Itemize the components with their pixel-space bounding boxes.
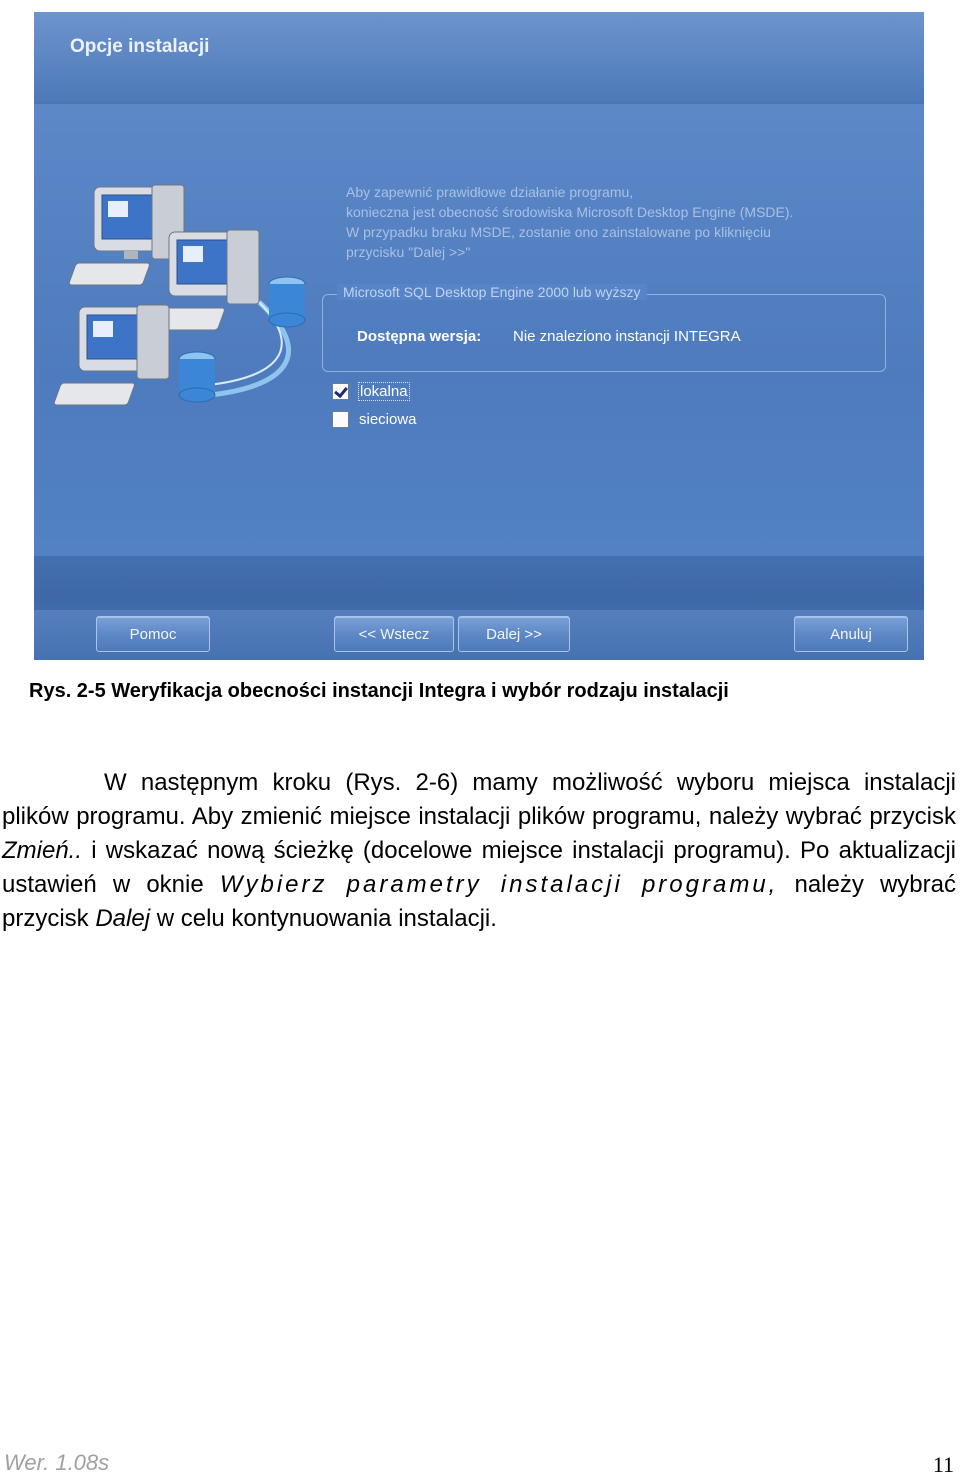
page-number: 11 [932,1452,954,1477]
cancel-button[interactable]: Anuluj [794,616,908,652]
msde-version-group [322,284,886,372]
paragraph-emphasis: Dalej [95,905,151,932]
option-local[interactable] [332,380,409,402]
info-line: Aby zapewnić prawidłowe działanie programu, [346,184,634,200]
paragraph-emphasis: Wybierz parametry instalacji programu, [219,871,779,898]
group-legend: Microsoft SQL Desktop Engine 2000 lub wyższy [337,284,647,300]
figure-caption: Rys. 2-5 Weryfikacja obecności instancji Integra i wybór rodzaju instalacji [29,680,729,702]
dialog-title: Opcje instalacji [70,36,210,57]
info-line: konieczna jest obecność środowiska Microsoft Desktop Engine (MSDE). [346,204,794,220]
info-line: W przypadku braku MSDE, zostanie ono zainstalowane po kliknięciu [346,224,771,240]
local-label[interactable]: lokalna [360,382,408,400]
paragraph-text: w celu kontynuowania instalacji. [150,905,497,932]
next-button[interactable]: Dalej >> [458,616,570,652]
paragraph-text: należy wybrać przycisk [2,871,956,932]
paragraph-emphasis: Zmień.. [2,837,83,864]
msde-info-text [346,182,866,262]
local-checkbox[interactable] [332,383,349,400]
version-footer: Wer. 1.08s [4,1450,110,1475]
network-computers-icon [54,182,324,442]
info-line: przycisku "Dalej >>" [346,244,471,260]
available-version-label: Dostępna wersja: [357,328,482,345]
paragraph-text: i wskazać nową ścieżkę (docelowe miejsce instalacji programu). Po aktualizacji ustawień w oknie [2,837,956,898]
option-network[interactable] [332,408,417,430]
installer-dialog-screenshot [34,12,924,660]
network-label[interactable]: sieciowa [359,410,417,428]
help-button[interactable]: Pomoc [96,616,210,652]
body-paragraph [2,766,956,936]
dialog-header [34,12,924,102]
network-checkbox[interactable] [332,411,349,428]
back-button[interactable]: << Wstecz [334,616,454,652]
available-version-value: Nie znaleziono instancji INTEGRA [513,328,741,345]
paragraph-text: W następnym kroku (Rys. 2-6) mamy możliwość wyboru miejsca instalacji plików programu. Aby zmienić miejsce instalacji plików programu, należy wybrać przycisk [2,769,956,830]
